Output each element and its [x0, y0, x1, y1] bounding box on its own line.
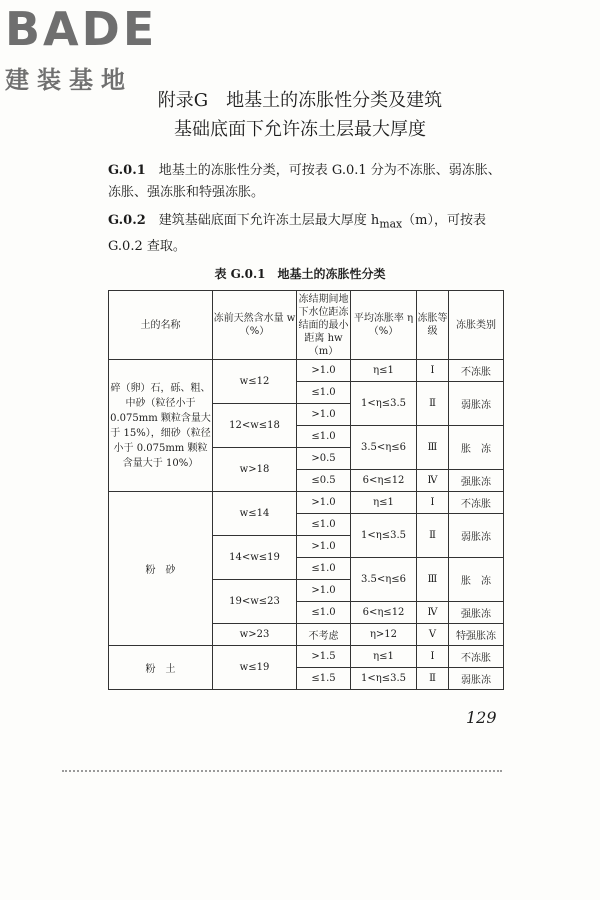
depth-cell: >1.0 — [297, 360, 351, 382]
type-cell: 胀 冻 — [449, 426, 504, 470]
grade-cell: Ⅳ — [417, 602, 449, 624]
header-water: 冻前天然含水量 w（%） — [213, 291, 297, 360]
water-cell: 14<w≤19 — [213, 536, 297, 580]
depth-cell: ≤1.0 — [297, 558, 351, 580]
header-grade: 冻胀等级 — [417, 291, 449, 360]
grade-cell: Ⅱ — [417, 382, 449, 426]
rate-cell: 1<η≤3.5 — [351, 668, 417, 690]
depth-cell: 不考虑 — [297, 624, 351, 646]
depth-cell: >1.0 — [297, 492, 351, 514]
grade-cell: Ⅳ — [417, 470, 449, 492]
water-cell: w≤12 — [213, 360, 297, 404]
rate-cell: 1<η≤3.5 — [351, 382, 417, 426]
rate-cell: η>12 — [351, 624, 417, 646]
depth-cell: >0.5 — [297, 448, 351, 470]
section-g01 — [108, 160, 503, 204]
type-cell: 不冻胀 — [449, 360, 504, 382]
type-cell: 不冻胀 — [449, 646, 504, 668]
header-soil: 土的名称 — [109, 291, 213, 360]
grade-cell: Ⅴ — [417, 624, 449, 646]
rate-cell: 1<η≤3.5 — [351, 514, 417, 558]
section-number: G.0.2 — [108, 213, 146, 228]
section-g02 — [108, 210, 503, 258]
section-text: 建筑基础底面下允许冻土层最大厚度 h — [158, 213, 380, 228]
frost-heave-table — [108, 290, 504, 690]
water-cell: 12<w≤18 — [213, 404, 297, 448]
depth-cell: ≤1.5 — [297, 668, 351, 690]
depth-cell: >1.0 — [297, 404, 351, 426]
grade-cell: Ⅲ — [417, 426, 449, 470]
depth-cell: >1.0 — [297, 536, 351, 558]
section-text: 地基土的冻胀性分类，可按表 G.0.1 分为不冻胀、弱冻胀、冻胀、强冻胀和特强冻胀。 — [108, 163, 501, 200]
rate-cell: η≤1 — [351, 492, 417, 514]
header-depth: 冻结期间地下水位距冻结面的最小距离 hw（m） — [297, 291, 351, 360]
watermark-logo — [5, 2, 158, 95]
page-number: 129 — [466, 708, 497, 727]
subscript: max — [379, 217, 403, 231]
rate-cell: η≤1 — [351, 360, 417, 382]
grade-cell: Ⅱ — [417, 514, 449, 558]
header-rate: 平均冻胀率 η（%） — [351, 291, 417, 360]
water-cell: w≤14 — [213, 492, 297, 536]
grade-cell: Ⅱ — [417, 668, 449, 690]
table-header-row — [109, 291, 504, 360]
depth-cell: ≤0.5 — [297, 470, 351, 492]
rate-cell: 6<η≤12 — [351, 470, 417, 492]
type-cell: 弱胀冻 — [449, 514, 504, 558]
type-cell: 强胀冻 — [449, 470, 504, 492]
type-cell: 弱胀冻 — [449, 382, 504, 426]
water-cell: w>23 — [213, 624, 297, 646]
water-cell: w>18 — [213, 448, 297, 492]
appendix-title-line1: 附录G 地基土的冻胀性分类及建筑 — [157, 90, 443, 111]
depth-cell: ≤1.0 — [297, 426, 351, 448]
logo-word: BADE — [5, 2, 158, 56]
grade-cell: Ⅰ — [417, 646, 449, 668]
depth-cell: ≤1.0 — [297, 602, 351, 624]
table-row — [109, 360, 504, 382]
section-text-cont: （m），可按表 G.0.2 查取。 — [108, 213, 486, 254]
depth-cell: >1.5 — [297, 646, 351, 668]
water-cell: 19<w≤23 — [213, 580, 297, 624]
header-type: 冻胀类别 — [449, 291, 504, 360]
depth-cell: >1.0 — [297, 580, 351, 602]
soil-cell: 粉 土 — [109, 646, 213, 690]
type-cell: 特强胀冻 — [449, 624, 504, 646]
grade-cell: Ⅲ — [417, 558, 449, 602]
type-cell: 弱胀冻 — [449, 668, 504, 690]
grade-cell: Ⅰ — [417, 492, 449, 514]
soil-cell: 碎（卵）石，砾、粗、中砂（粒径小于 0.075mm 颗粒含量大于 15%），细砂（粒径小于 0.075mm 颗粒含量大于 10%） — [109, 360, 213, 492]
rate-cell: 6<η≤12 — [351, 602, 417, 624]
appendix-title-line2: 基础底面下允许冻土层最大厚度 — [174, 119, 426, 140]
table-caption: 表 G.0.1 地基土的冻胀性分类 — [214, 267, 386, 281]
depth-cell: ≤1.0 — [297, 382, 351, 404]
table-row — [109, 646, 504, 668]
table-row — [109, 492, 504, 514]
section-number: G.0.1 — [108, 163, 146, 178]
scan-artifact-divider — [62, 770, 502, 775]
rate-cell: 3.5<η≤6 — [351, 426, 417, 470]
soil-cell: 粉 砂 — [109, 492, 213, 646]
logo-subtitle: 建装基地 — [5, 66, 133, 94]
type-cell: 不冻胀 — [449, 492, 504, 514]
depth-cell: ≤1.0 — [297, 514, 351, 536]
grade-cell: Ⅰ — [417, 360, 449, 382]
water-cell: w≤19 — [213, 646, 297, 690]
rate-cell: η≤1 — [351, 646, 417, 668]
type-cell: 胀 冻 — [449, 558, 504, 602]
type-cell: 强胀冻 — [449, 602, 504, 624]
rate-cell: 3.5<η≤6 — [351, 558, 417, 602]
